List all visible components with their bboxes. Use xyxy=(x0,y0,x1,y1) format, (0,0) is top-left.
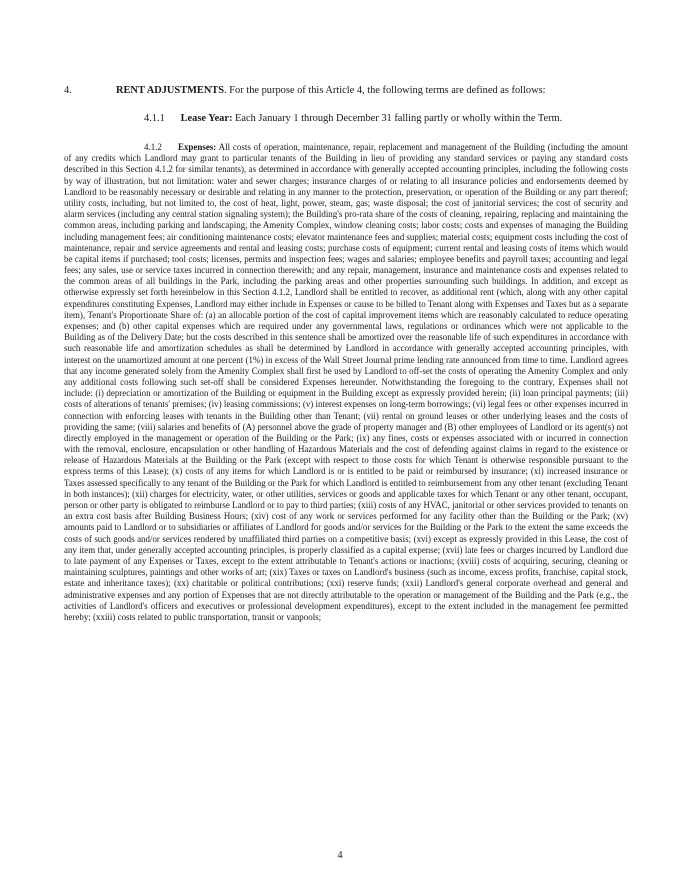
section-number: 4. xyxy=(64,85,72,96)
subsection-expenses xyxy=(64,142,628,623)
defined-term: Lease Year: xyxy=(180,113,233,124)
section-title: RENT ADJUSTMENTS xyxy=(116,85,225,96)
subsection-number: 4.1.1 xyxy=(144,113,165,124)
definition-text: Each January 1 through December 31 falling partly or wholly within the Term. xyxy=(232,113,563,124)
section-intro: . For the purpose of this Article 4, the following terms are defined as follows: xyxy=(224,85,546,96)
page-number: 4 xyxy=(337,850,343,861)
subsection-number: 4.1.2 xyxy=(144,142,162,152)
defined-term: Expenses: xyxy=(178,142,217,152)
subsection-lease-year xyxy=(144,112,644,126)
definition-text: All costs of operation, maintenance, repair, replacement and management of the Building (including the amount of any credits which Landlord may grant to particular tenants of the Building in lieu of providing any standard services or paying any standard costs described in this Section 4.1.2 for similar tenants), as determined in accordance with generally accepted accounting principles, including the following costs by way of illustration, but not limitation: water and sewer charges; insurance charges of or relating to all insurance policies and endorsements deemed by Landlord to be reasonably necessary or desirable and relating in any manner to the protection, preservation, or operation of the Building or any part thereof; utility costs, including, but not limited to, the cost of heat, light, power, steam, gas; waste disposal; the cost of janitorial services; the cost of security and alarm services (including any central station signaling system); the Building's pro-rata share of the costs of cleaning, repairing, replacing and maintaining the common areas, including parking and landscaping, the Amenity Complex, window cleaning costs; labor costs; costs and expenses of managing the Building including management fees; air conditioning maintenance costs; elevator maintenance fees and supplies; material costs; equipment costs including the cost of maintenance, repair and service agreements and rental and leasing costs; purchase costs of equipment; current rental and leasing costs of items which would be capital items if purchased; tool costs; licenses, permits and inspection fees; wages and salaries; employee benefits and payroll taxes; accounting and legal fees; any sales, use or service taxes incurred in connection therewith; and any repair, management, insurance and maintenance costs and expenses related to the common areas of all buildings in the Park, including the parking areas and other properties surrounding such buildings. In addition, and except as otherwise expressly set forth hereinbelow in this Section 4.1.2, Landlord shall be entitled to recover, as additional rent (which, along with any other capital expenditures constituting Expenses, Landlord may either include in Expenses or cause to be billed to Tenant along with Expenses and Taxes but as a separate item), Tenant's Proportionate Share of: (a) an allocable portion of the cost of capital improvement items which are reasonably calculated to reduce operating expenses; and (b) other capital expenses which are required under any governmental laws, regulations or ordinances which were not applicable to the Building as of the Delivery Date; but the costs described in this sentence shall be amortized over the reasonable life of such expenditures in accordance with such reasonable life and amortization schedules as shall be determined by Landlord in accordance with generally accepted accounting principles, with interest on the unamortized amount at one percent (1%) in excess of the Wall Street Journal prime lending rate announced from time to time. Landlord agrees that any income generated solely from the Amenity Complex shall first be used by Landlord to off-set the costs of operating the Amenity Complex and only any additional costs following such set-off shall be considered Expenses hereunder. Notwithstanding the foregoing to the contrary, Expenses shall not include: (i) depreciation or amortization of the Building or equipment in the Building except as expressly provided herein; (ii) loan principal payments; (iii) costs of alterations of tenants' premises; (iv) leasing commissions; (v) interest expenses on long-term borrowings; (vi) legal fees or other expenses incurred in connection with enforcing leases with tenants in the Building other than Tenant; (vii) rental on ground leases or other underlying leases and the costs of providing the same; (viii) salaries and benefits of (A) personnel above the grade of property manager and (B) other employees of Landlord or its agent(s) not directly employed in the management or operation of the Building or the Park; (ix) any fines, costs or expenses associated with or incurred in connection with the removal, enclosure, encapsulation or other handling of Hazardous Materials and the cost of defending against claims in regard to the existence or release of Hazardous Materials at the Building or the Park (except with respect to those costs for which Tenant is otherwise responsible pursuant to the express terms of this Lease); (x) costs of any items for which Landlord is or is entitled to be paid or reimbursed by insurance; (xi) increased insurance or Taxes assessed specifically to any tenant of the Building or the Park for which Landlord is entitled to reimbursement from any other tenant (excluding Tenant in both instances); (xii) charges for electricity, water, or other utilities, services or goods and applicable taxes for which Tenant or any other tenant, occupant, person or other party is obligated to reimburse Landlord or to pay to third parties; (xiii) costs of any HVAC, janitorial or other services provided to tenants on an extra cost basis after Building Business Hours; (xiv) cost of any work or services performed for any facility other than the Building or the Park; (xv) amounts paid to Landlord or to subsidiaries or affiliates of Landlord for goods and/or services for the Building or the Park to the extent the same exceeds the costs of such goods and/or services rendered by unaffiliated third parties on a competitive basis; (xvi) except as expressly provided in this Lease, the cost of any item that, under generally accepted accounting principles, is properly classified as a capital expense; (xvii) late fees or charges incurred by Landlord due to late payment of any Expenses or Taxes, except to the extent attributable to Tenant's actions or inactions; (xviii) costs of acquiring, securing, cleaning or maintaining sculptures, paintings and other works of art; (xix) Taxes or taxes on Landlord's business (such as income, excess profits, franchise, capital stock, estate and inheritance taxes); (xx) charitable or political contributions; (xxi) reserve funds; (xxii) Landlord's general corporate overhead and general and administrative expenses and any portion of Expenses that are not directly attributable to the operation or management of the Building and the Park (e.g., the activities of Landlord's officers and executives or professional development expenditures), except to the extent included in the management fee permitted hereby; (xxiii) costs related to public transportation, transit or vanpools; xyxy=(64,142,628,622)
section-heading xyxy=(64,84,624,98)
